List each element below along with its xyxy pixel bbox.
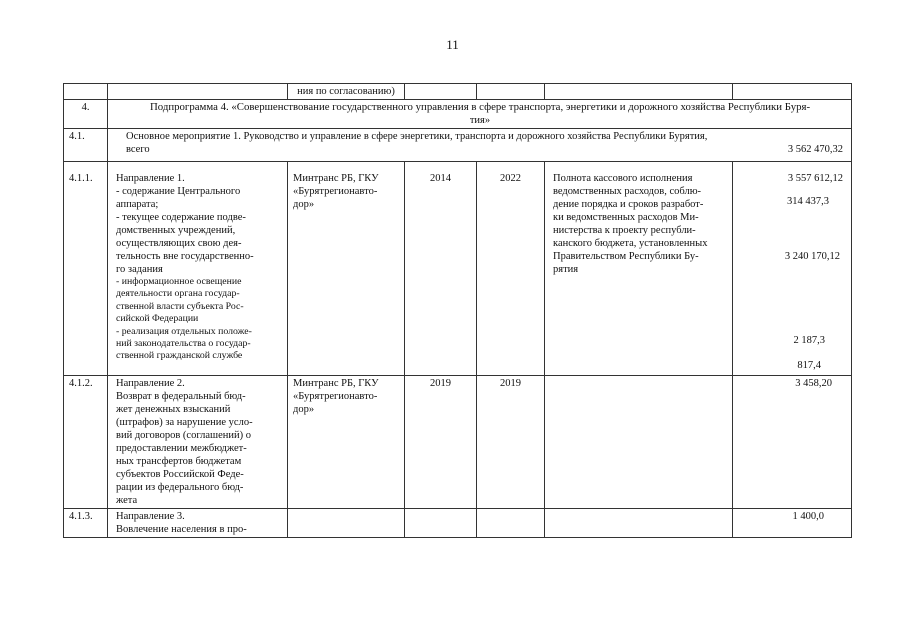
table-row bbox=[64, 509, 852, 538]
continued-row bbox=[64, 84, 852, 100]
page-number: 11 bbox=[446, 37, 459, 52]
row-name: Направление 1. - содержание Центрального аппарата; - текущее содержание подве- домственных учреждений, осуществляющих свою дея- тельность вне государственно- го задания - информационное освещение деятельности органа государ- ственной власти субъекта Рос- сийской Федерации - реализация отдельных положе- ний законодательства о государ- ственной гражданской службе bbox=[108, 162, 288, 376]
row-name: Направление 3. Вовлечение населения в про- bbox=[108, 509, 288, 538]
row-start-year: 2019 bbox=[405, 376, 477, 509]
row-end-year: 2019 bbox=[477, 376, 545, 509]
main-activity-number: 4.1. bbox=[64, 129, 108, 162]
row-indicator: Полнота кассового исполнения ведомственных расходов, соблю- дение порядка и сроков разработ- ки ведомственных расходов Ми- нистерства к проекту республи- канского бюджета, установленных Правительством Республики Бу- рятия bbox=[545, 162, 733, 376]
table-row bbox=[64, 162, 852, 376]
subprogram-number: 4. bbox=[64, 100, 108, 129]
main-activity-title: Основное мероприятие 1. Руководство и управление в сфере энергетики, транспорта и дорожного хозяйства Республики Бурятия, всего 3 562 470,32 bbox=[108, 129, 852, 162]
row-indicator bbox=[545, 509, 733, 538]
row-end-year bbox=[477, 509, 545, 538]
subprogram-title: Подпрограмма 4. «Совершенствование государственного управления в сфере транспорта, энергетики и дорожного хозяйства Республики Буря- тия» bbox=[108, 100, 852, 129]
row-number: 4.1.1. bbox=[64, 162, 108, 376]
main-activity-row bbox=[64, 129, 852, 162]
row-indicator bbox=[545, 376, 733, 509]
table-row bbox=[64, 376, 852, 509]
main-activity-total: 3 562 470,32 bbox=[787, 144, 843, 155]
continued-text: ния по согласованию) bbox=[288, 84, 405, 100]
row-start-year: 2014 bbox=[405, 162, 477, 376]
subprogram-row bbox=[64, 100, 852, 129]
row-name: Направление 2. Возврат в федеральный бюд- жет денежных взысканий (штрафов) за нарушение усло- вий договоров (соглашений) о предоставлении межбюджет- ных трансфертов бюджетам субъектов Российской Феде- рации из федерального бюд- жета bbox=[108, 376, 288, 509]
row-executor: Минтранс РБ, ГКУ «Бурятрегионавто- дор» bbox=[288, 162, 405, 376]
row-number: 4.1.3. bbox=[64, 509, 108, 538]
row-end-year: 2022 bbox=[477, 162, 545, 376]
row-values: 1 400,0 bbox=[733, 509, 852, 538]
row-executor bbox=[288, 509, 405, 538]
row-start-year bbox=[405, 509, 477, 538]
row-values: 3 557 612,12 314 437,3 3 240 170,12 2 187,3 817,4 bbox=[733, 162, 852, 376]
program-table bbox=[63, 83, 852, 538]
row-number: 4.1.2. bbox=[64, 376, 108, 509]
row-values: 3 458,20 bbox=[733, 376, 852, 509]
row-executor: Минтранс РБ, ГКУ «Бурятрегионавто- дор» bbox=[288, 376, 405, 509]
